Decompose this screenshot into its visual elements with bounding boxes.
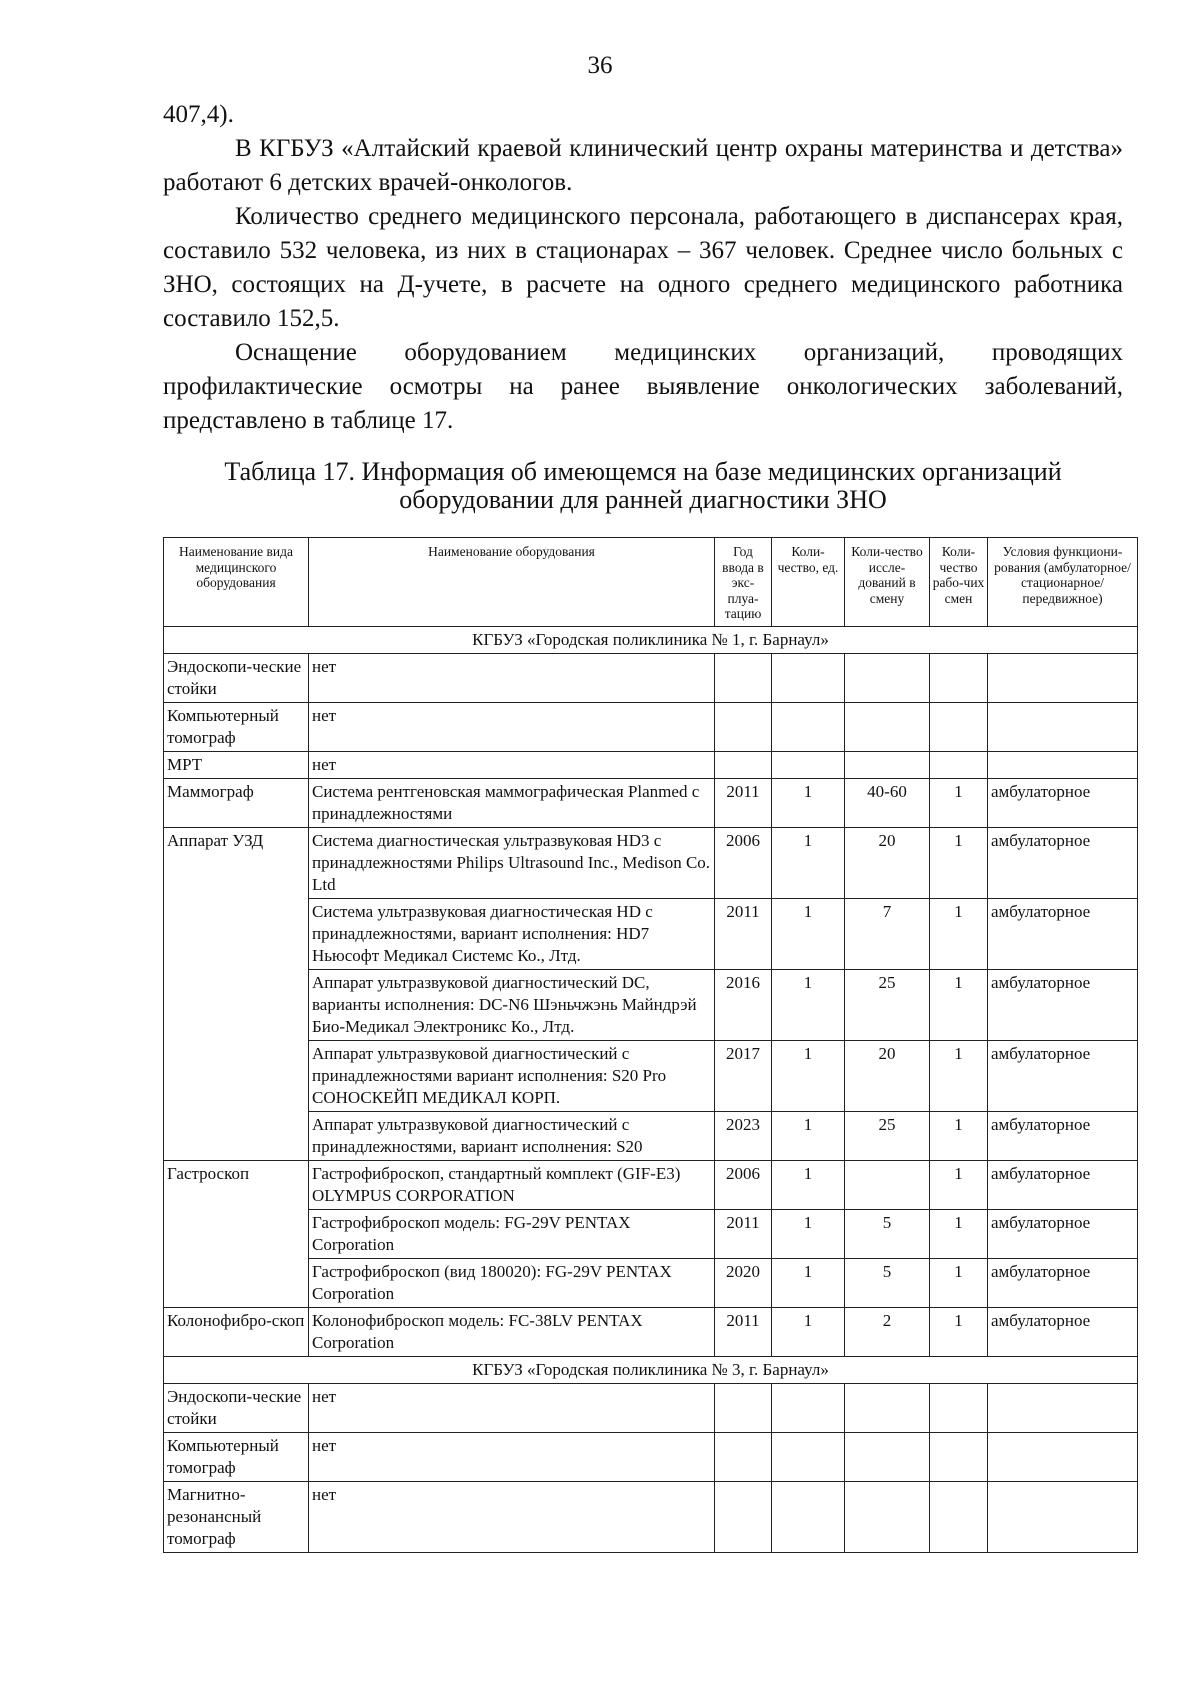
equipment-table <box>163 537 1138 1553</box>
year <box>715 1383 772 1432</box>
quantity: 1 <box>772 1307 845 1356</box>
quantity <box>772 702 845 751</box>
shifts: 1 <box>930 898 988 969</box>
studies-per-shift <box>845 1432 930 1481</box>
conditions: амбулаторное <box>988 898 1138 969</box>
studies-per-shift <box>845 751 930 778</box>
conditions <box>988 702 1138 751</box>
conditions: амбулаторное <box>988 827 1138 898</box>
header-studies-per-shift: Коли-чество иссле-дований в смену <box>845 538 930 627</box>
studies-per-shift <box>845 653 930 702</box>
paragraph-equipment-intro: Оснащение оборудованием медицинских организаций, проводящих профилактические осмотры на ранее выявление онкологических заболеваний, представлено в таблице 17. <box>163 339 1123 434</box>
paragraph-nursing-staff: Количество среднего медицинского персонала, работающего в диспансерах края, составило 532 человека, из них в стационарах – 367 человек. Среднее число больных с ЗНО, состоящих на Д-учете, в расчете на одного среднего медицинского работника составило 152,5. <box>163 203 1123 332</box>
table-row <box>164 1111 1138 1160</box>
equipment-name: Система рентгеновская маммографическая Planmed с принадлежностями <box>309 778 715 827</box>
conditions: амбулаторное <box>988 1258 1138 1307</box>
equipment-name: Система диагностическая ультразвуковая HD3 с принадлежностями Philips Ultrasound Inc., Medison Co. Ltd <box>309 827 715 898</box>
shifts: 1 <box>930 1307 988 1356</box>
shifts <box>930 653 988 702</box>
header-conditions: Условия функциони-рования (амбулаторное/ стационарное/ передвижное) <box>988 538 1138 627</box>
conditions: амбулаторное <box>988 1160 1138 1209</box>
shifts <box>930 1383 988 1432</box>
studies-per-shift: 20 <box>845 827 930 898</box>
table-row <box>164 1307 1138 1356</box>
equipment-name: Гастрофиброскоп, стандартный комплект (GIF-E3) OLYMPUS CORPORATION <box>309 1160 715 1209</box>
conditions: амбулаторное <box>988 1307 1138 1356</box>
shifts: 1 <box>930 1040 988 1111</box>
equipment-type: Эндоскопи-ческие стойки <box>164 1383 309 1432</box>
table-row <box>164 653 1138 702</box>
equipment-name: нет <box>309 751 715 778</box>
year: 2017 <box>715 1040 772 1111</box>
shifts: 1 <box>930 1160 988 1209</box>
year: 2006 <box>715 827 772 898</box>
shifts: 1 <box>930 778 988 827</box>
shifts: 1 <box>930 1258 988 1307</box>
year: 2020 <box>715 1258 772 1307</box>
year: 2011 <box>715 898 772 969</box>
shifts: 1 <box>930 1209 988 1258</box>
quantity <box>772 653 845 702</box>
shifts <box>930 1432 988 1481</box>
quantity <box>772 1383 845 1432</box>
equipment-type: Компьютерный томограф <box>164 702 309 751</box>
quantity: 1 <box>772 898 845 969</box>
conditions: амбулаторное <box>988 1040 1138 1111</box>
equipment-name: Гастрофиброскоп (вид 180020): FG-29V PENTAX Corporation <box>309 1258 715 1307</box>
paragraph-continuation: 407,4). <box>163 101 234 128</box>
studies-per-shift <box>845 1160 930 1209</box>
table-caption: Таблица 17. Информация об имеющемся на базе медицинских организаций оборудовании для ранней диагностики ЗНО <box>224 457 1062 514</box>
header-year: Год ввода в экс-плуа-тацию <box>715 538 772 627</box>
quantity: 1 <box>772 1160 845 1209</box>
quantity <box>772 1481 845 1552</box>
conditions: амбулаторное <box>988 1111 1138 1160</box>
equipment-name: нет <box>309 653 715 702</box>
year: 2011 <box>715 778 772 827</box>
studies-per-shift: 5 <box>845 1258 930 1307</box>
shifts: 1 <box>930 827 988 898</box>
equipment-name: нет <box>309 1383 715 1432</box>
conditions <box>988 1383 1138 1432</box>
body-text <box>163 98 1123 438</box>
quantity: 1 <box>772 1111 845 1160</box>
table-row <box>164 827 1138 898</box>
org-row <box>164 626 1138 653</box>
quantity: 1 <box>772 1209 845 1258</box>
year: 2016 <box>715 969 772 1040</box>
year: 2023 <box>715 1111 772 1160</box>
equipment-name: Система ультразвуковая диагностическая HD с принадлежностями, вариант исполнения: HD7 Ньюсофт Медикал Системс Ко., Лтд. <box>309 898 715 969</box>
equipment-name: нет <box>309 1481 715 1552</box>
quantity <box>772 751 845 778</box>
table-header-row <box>164 538 1138 627</box>
quantity: 1 <box>772 827 845 898</box>
equipment-name: Аппарат ультразвуковой диагностический DC, варианты исполнения: DC-N6 Шэньчжэнь Майндрэй Био-Медикал Электроникс Ко., Лтд. <box>309 969 715 1040</box>
shifts: 1 <box>930 1111 988 1160</box>
equipment-type: Компьютерный томограф <box>164 1432 309 1481</box>
equipment-name: Аппарат ультразвуковой диагностический с принадлежностями вариант исполнения: S20 Pro СОНОСКЕЙП МЕДИКАЛ КОРП. <box>309 1040 715 1111</box>
studies-per-shift: 40-60 <box>845 778 930 827</box>
org-row <box>164 1356 1138 1383</box>
table-row <box>164 1040 1138 1111</box>
header-equipment-type: Наименование вида медицинского оборудования <box>164 538 309 627</box>
table-row <box>164 702 1138 751</box>
studies-per-shift: 25 <box>845 1111 930 1160</box>
page-number: 36 <box>587 52 613 79</box>
year <box>715 653 772 702</box>
studies-per-shift <box>845 702 930 751</box>
studies-per-shift <box>845 1383 930 1432</box>
equipment-name: нет <box>309 1432 715 1481</box>
paragraph-oncologists: В КГБУЗ «Алтайский краевой клинический центр охраны материнства и детства» работают 6 детских врачей-онкологов. <box>163 135 1123 196</box>
table-row <box>164 1432 1138 1481</box>
year <box>715 702 772 751</box>
conditions: амбулаторное <box>988 778 1138 827</box>
table-row <box>164 1160 1138 1209</box>
shifts <box>930 751 988 778</box>
quantity: 1 <box>772 778 845 827</box>
table-row <box>164 1209 1138 1258</box>
studies-per-shift: 2 <box>845 1307 930 1356</box>
table-row <box>164 969 1138 1040</box>
equipment-type: МРТ <box>164 751 309 778</box>
equipment-type: Эндоскопи-ческие стойки <box>164 653 309 702</box>
conditions <box>988 653 1138 702</box>
equipment-name: Колонофиброскоп модель: FC-38LV PENTAX Corporation <box>309 1307 715 1356</box>
shifts <box>930 702 988 751</box>
year <box>715 1481 772 1552</box>
studies-per-shift: 5 <box>845 1209 930 1258</box>
table-row <box>164 778 1138 827</box>
conditions <box>988 1432 1138 1481</box>
year <box>715 751 772 778</box>
equipment-type: Аппарат УЗД <box>164 827 309 1160</box>
table-row <box>164 1383 1138 1432</box>
shifts: 1 <box>930 969 988 1040</box>
year: 2011 <box>715 1209 772 1258</box>
conditions: амбулаторное <box>988 969 1138 1040</box>
org-name: КГБУЗ «Городская поликлиника № 3, г. Барнаул» <box>164 1356 1138 1383</box>
conditions <box>988 1481 1138 1552</box>
header-shifts: Коли-чество рабо-чих смен <box>930 538 988 627</box>
equipment-type: Магнитно-резонансный томограф <box>164 1481 309 1552</box>
quantity: 1 <box>772 1040 845 1111</box>
conditions <box>988 751 1138 778</box>
table-row <box>164 751 1138 778</box>
equipment-type: Гастроскоп <box>164 1160 309 1307</box>
studies-per-shift: 25 <box>845 969 930 1040</box>
quantity: 1 <box>772 1258 845 1307</box>
quantity <box>772 1432 845 1481</box>
shifts <box>930 1481 988 1552</box>
equipment-type: Маммограф <box>164 778 309 827</box>
studies-per-shift: 7 <box>845 898 930 969</box>
studies-per-shift: 20 <box>845 1040 930 1111</box>
equipment-name: Аппарат ультразвуковой диагностический с принадлежностями, вариант исполнения: S20 <box>309 1111 715 1160</box>
header-quantity: Коли-чество, ед. <box>772 538 845 627</box>
studies-per-shift <box>845 1481 930 1552</box>
conditions: амбулаторное <box>988 1209 1138 1258</box>
org-name: КГБУЗ «Городская поликлиника № 1, г. Барнаул» <box>164 626 1138 653</box>
equipment-name: нет <box>309 702 715 751</box>
equipment-name: Гастрофиброскоп модель: FG-29V PENTAX Corporation <box>309 1209 715 1258</box>
year <box>715 1432 772 1481</box>
quantity: 1 <box>772 969 845 1040</box>
header-equipment-name: Наименование оборудования <box>309 538 715 627</box>
year: 2011 <box>715 1307 772 1356</box>
equipment-type: Колонофибро-скоп <box>164 1307 309 1356</box>
table-row <box>164 898 1138 969</box>
table-row <box>164 1481 1138 1552</box>
table-row <box>164 1258 1138 1307</box>
year: 2006 <box>715 1160 772 1209</box>
